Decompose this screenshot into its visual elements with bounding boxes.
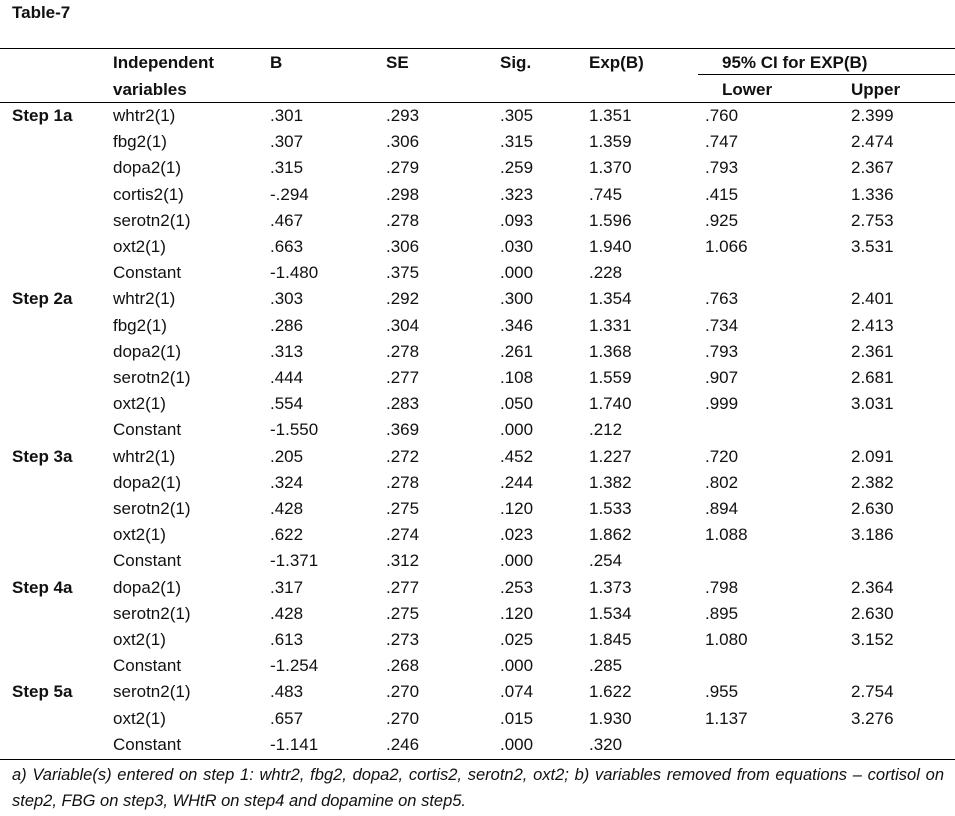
ci-upper-value: 3.276 — [851, 708, 894, 728]
table-row — [0, 158, 955, 184]
se-value: .306 — [386, 132, 420, 152]
b-value: .428 — [270, 603, 304, 623]
exp-b-value: 1.370 — [589, 158, 632, 178]
b-value: .483 — [270, 682, 304, 702]
variable-name: serotn2(1) — [113, 210, 191, 230]
variable-name: cortis2(1) — [113, 184, 184, 204]
ci-upper-value: 3.531 — [851, 237, 894, 256]
se-value: .272 — [386, 446, 420, 466]
sig-value: .253 — [500, 577, 534, 597]
ci-lower-value: .955 — [705, 682, 739, 702]
ci-upper-value: 2.382 — [851, 472, 894, 492]
header-ci: 95% CI for EXP(B) — [722, 53, 868, 72]
table-row — [0, 211, 955, 237]
se-value: .277 — [386, 368, 420, 387]
ci-upper-value: 2.753 — [851, 210, 894, 230]
header-b: B — [270, 53, 283, 72]
se-value: .270 — [386, 682, 420, 702]
b-value: -1.141 — [270, 734, 319, 754]
exp-b-value: .228 — [589, 263, 623, 283]
ci-lower-value: 1.080 — [705, 630, 748, 649]
se-value: .279 — [386, 158, 420, 178]
b-value: .663 — [270, 237, 304, 256]
se-value: .375 — [386, 263, 420, 283]
sig-value: .000 — [500, 551, 534, 571]
variable-name: Constant — [113, 734, 182, 754]
ci-lower-value: .802 — [705, 472, 739, 492]
b-value: -1.254 — [270, 656, 319, 676]
exp-b-value: 1.354 — [589, 289, 632, 309]
variable-name: Constant — [113, 551, 182, 571]
ci-lower-value: .798 — [705, 577, 739, 597]
b-value: .613 — [270, 630, 304, 649]
b-value: .467 — [270, 210, 304, 230]
exp-b-value: 1.331 — [589, 315, 632, 335]
table-row — [0, 525, 955, 551]
ci-upper-value: 2.091 — [851, 446, 894, 466]
ci-lower-value: .999 — [705, 394, 739, 414]
sig-value: .015 — [500, 708, 534, 728]
sig-value: .261 — [500, 341, 534, 361]
table-row — [0, 394, 955, 420]
b-value: -1.480 — [270, 263, 319, 283]
step-label: Step 1a — [12, 106, 73, 125]
b-value: .324 — [270, 472, 304, 492]
ci-lower-value: .720 — [705, 446, 739, 466]
table-row — [0, 316, 955, 342]
ci-lower-value: .747 — [705, 132, 739, 152]
variable-name: fbg2(1) — [113, 315, 167, 335]
exp-b-value: 1.559 — [589, 368, 632, 387]
se-value: .298 — [386, 184, 420, 204]
sig-value: .030 — [500, 237, 534, 256]
table-row — [0, 263, 955, 289]
ci-lower-value: 1.066 — [705, 237, 748, 256]
ci-lower-value: .415 — [705, 184, 739, 204]
ci-lower-value: .793 — [705, 341, 739, 361]
sig-value: .023 — [500, 525, 534, 545]
header-exp-b: Exp(B) — [589, 53, 644, 72]
table-row — [0, 289, 955, 315]
ci-upper-value: 3.152 — [851, 630, 894, 649]
b-value: .313 — [270, 341, 304, 361]
header-independent-line2: variables — [113, 80, 187, 99]
ci-lower-value: .763 — [705, 289, 739, 309]
variable-name: dopa2(1) — [113, 341, 182, 361]
se-value: .304 — [386, 315, 420, 335]
table-row — [0, 682, 955, 708]
ci-upper-value: 2.474 — [851, 132, 894, 152]
exp-b-value: 1.533 — [589, 499, 632, 518]
table-row — [0, 499, 955, 525]
ci-lower-value: .734 — [705, 315, 739, 335]
variable-name: oxt2(1) — [113, 525, 166, 545]
table-row — [0, 185, 955, 211]
variable-name: oxt2(1) — [113, 630, 166, 649]
b-value: .428 — [270, 499, 304, 518]
se-value: .246 — [386, 734, 420, 754]
sig-value: .346 — [500, 315, 534, 335]
se-value: .273 — [386, 630, 420, 649]
sig-value: .050 — [500, 394, 534, 414]
sig-value: .244 — [500, 472, 534, 492]
variable-name: oxt2(1) — [113, 237, 166, 256]
variable-name: oxt2(1) — [113, 708, 166, 728]
exp-b-value: 1.596 — [589, 210, 632, 230]
table-title: Table-7 — [12, 3, 71, 22]
ci-lower-value: .894 — [705, 499, 739, 518]
exp-b-value: 1.862 — [589, 525, 632, 545]
header-bottom-rule — [0, 102, 955, 103]
sig-value: .259 — [500, 158, 534, 178]
exp-b-value: .320 — [589, 734, 623, 754]
ci-upper-value: 2.367 — [851, 158, 894, 178]
table-row — [0, 132, 955, 158]
sig-value: .000 — [500, 263, 534, 283]
sig-value: .093 — [500, 210, 534, 230]
exp-b-value: 1.359 — [589, 132, 632, 152]
table-row — [0, 447, 955, 473]
ci-upper-value: 3.031 — [851, 394, 894, 414]
table-row — [0, 368, 955, 394]
table-row — [0, 656, 955, 682]
b-value: .301 — [270, 106, 304, 125]
sig-value: .300 — [500, 289, 534, 309]
variable-name: serotn2(1) — [113, 499, 191, 518]
ci-lower-value: .793 — [705, 158, 739, 178]
b-value: .444 — [270, 368, 304, 387]
exp-b-value: 1.368 — [589, 341, 632, 361]
table-row — [0, 630, 955, 656]
sig-value: .074 — [500, 682, 534, 702]
variable-name: serotn2(1) — [113, 368, 191, 387]
variable-name: fbg2(1) — [113, 132, 167, 152]
ci-lower-value: 1.137 — [705, 708, 748, 728]
sig-value: .452 — [500, 446, 534, 466]
exp-b-value: 1.930 — [589, 708, 632, 728]
variable-name: whtr2(1) — [113, 289, 176, 309]
sig-value: .305 — [500, 106, 534, 125]
b-value: .622 — [270, 525, 304, 545]
table-row — [0, 735, 955, 761]
table-row — [0, 473, 955, 499]
sig-value: .315 — [500, 132, 534, 152]
b-value: .307 — [270, 132, 304, 152]
ci-lower-value: .907 — [705, 368, 739, 387]
sig-value: .108 — [500, 368, 534, 387]
se-value: .277 — [386, 577, 420, 597]
sig-value: .000 — [500, 656, 534, 676]
se-value: .275 — [386, 499, 420, 518]
variable-name: oxt2(1) — [113, 394, 166, 414]
table-bottom-rule — [0, 759, 955, 760]
table-row — [0, 237, 955, 263]
step-label: Step 5a — [12, 682, 73, 702]
exp-b-value: 1.382 — [589, 472, 632, 492]
table-row — [0, 578, 955, 604]
se-value: .268 — [386, 656, 420, 676]
exp-b-value: 1.373 — [589, 577, 632, 597]
variable-name: dopa2(1) — [113, 577, 182, 597]
exp-b-value: .285 — [589, 656, 623, 676]
table-row — [0, 106, 955, 132]
header-upper: Upper — [851, 80, 901, 99]
table-footnote: a) Variable(s) entered on step 1: whtr2, fbg2, dopa2, cortis2, serotn2, oxt2; b) variables removed from equations – cortisol on step2, FBG on step3, WHtR on step4 and dopamine on step5. — [12, 766, 944, 810]
ci-upper-value: 2.399 — [851, 106, 894, 125]
variable-name: dopa2(1) — [113, 158, 182, 178]
se-value: .278 — [386, 341, 420, 361]
ci-upper-value: 2.364 — [851, 577, 894, 597]
variable-name: serotn2(1) — [113, 682, 191, 702]
variable-name: whtr2(1) — [113, 106, 176, 125]
b-value: .286 — [270, 315, 304, 335]
table-top-rule — [0, 48, 955, 49]
header-sig: Sig. — [500, 53, 532, 72]
variable-name: Constant — [113, 263, 182, 283]
b-value: .205 — [270, 446, 304, 466]
se-value: .369 — [386, 420, 420, 440]
se-value: .306 — [386, 237, 420, 256]
ci-lower-value: .760 — [705, 106, 739, 125]
header-se: SE — [386, 53, 409, 72]
variable-name: Constant — [113, 656, 182, 676]
ci-upper-value: 2.681 — [851, 368, 894, 387]
sig-value: .120 — [500, 603, 534, 623]
b-value: .657 — [270, 708, 304, 728]
se-value: .275 — [386, 603, 420, 623]
table-row — [0, 604, 955, 630]
ci-lower-value: .925 — [705, 210, 739, 230]
b-value: -1.371 — [270, 551, 319, 571]
exp-b-value: 1.845 — [589, 630, 632, 649]
variable-name: dopa2(1) — [113, 472, 182, 492]
header-lower: Lower — [722, 80, 773, 99]
variable-name: whtr2(1) — [113, 446, 176, 466]
sig-value: .025 — [500, 630, 534, 649]
b-value: .554 — [270, 394, 304, 414]
ci-upper-value: 1.336 — [851, 184, 894, 204]
se-value: .274 — [386, 525, 420, 545]
step-label: Step 2a — [12, 289, 73, 309]
se-value: .312 — [386, 551, 420, 571]
step-label: Step 4a — [12, 577, 73, 597]
header-independent-line1: Independent — [113, 53, 215, 72]
ci-upper-value: 2.754 — [851, 682, 894, 702]
b-value: .315 — [270, 158, 304, 178]
table-row — [0, 709, 955, 735]
ci-header-rule — [698, 74, 955, 75]
se-value: .283 — [386, 394, 420, 414]
sig-value: .000 — [500, 420, 534, 440]
se-value: .278 — [386, 210, 420, 230]
ci-upper-value: 2.361 — [851, 341, 894, 361]
sig-value: .323 — [500, 184, 534, 204]
sig-value: .120 — [500, 499, 534, 518]
exp-b-value: 1.622 — [589, 682, 632, 702]
b-value: .317 — [270, 577, 304, 597]
se-value: .293 — [386, 106, 420, 125]
ci-upper-value: 2.413 — [851, 315, 894, 335]
exp-b-value: 1.534 — [589, 603, 632, 623]
variable-name: serotn2(1) — [113, 603, 191, 623]
ci-lower-value: .895 — [705, 603, 739, 623]
variable-name: Constant — [113, 420, 182, 440]
exp-b-value: 1.740 — [589, 394, 632, 414]
exp-b-value: .212 — [589, 420, 623, 440]
b-value: -1.550 — [270, 420, 319, 440]
exp-b-value: .745 — [589, 184, 623, 204]
exp-b-value: 1.940 — [589, 237, 632, 256]
b-value: -.294 — [270, 184, 309, 204]
ci-upper-value: 2.630 — [851, 603, 894, 623]
step-label: Step 3a — [12, 446, 73, 466]
exp-b-value: 1.227 — [589, 446, 632, 466]
table-row — [0, 420, 955, 446]
se-value: .278 — [386, 472, 420, 492]
ci-lower-value: 1.088 — [705, 525, 748, 545]
ci-upper-value: 2.630 — [851, 499, 894, 518]
exp-b-value: 1.351 — [589, 106, 632, 125]
se-value: .270 — [386, 708, 420, 728]
exp-b-value: .254 — [589, 551, 623, 571]
sig-value: .000 — [500, 734, 534, 754]
table-row — [0, 551, 955, 577]
table-row — [0, 342, 955, 368]
se-value: .292 — [386, 289, 420, 309]
ci-upper-value: 3.186 — [851, 525, 894, 545]
b-value: .303 — [270, 289, 304, 309]
ci-upper-value: 2.401 — [851, 289, 894, 309]
